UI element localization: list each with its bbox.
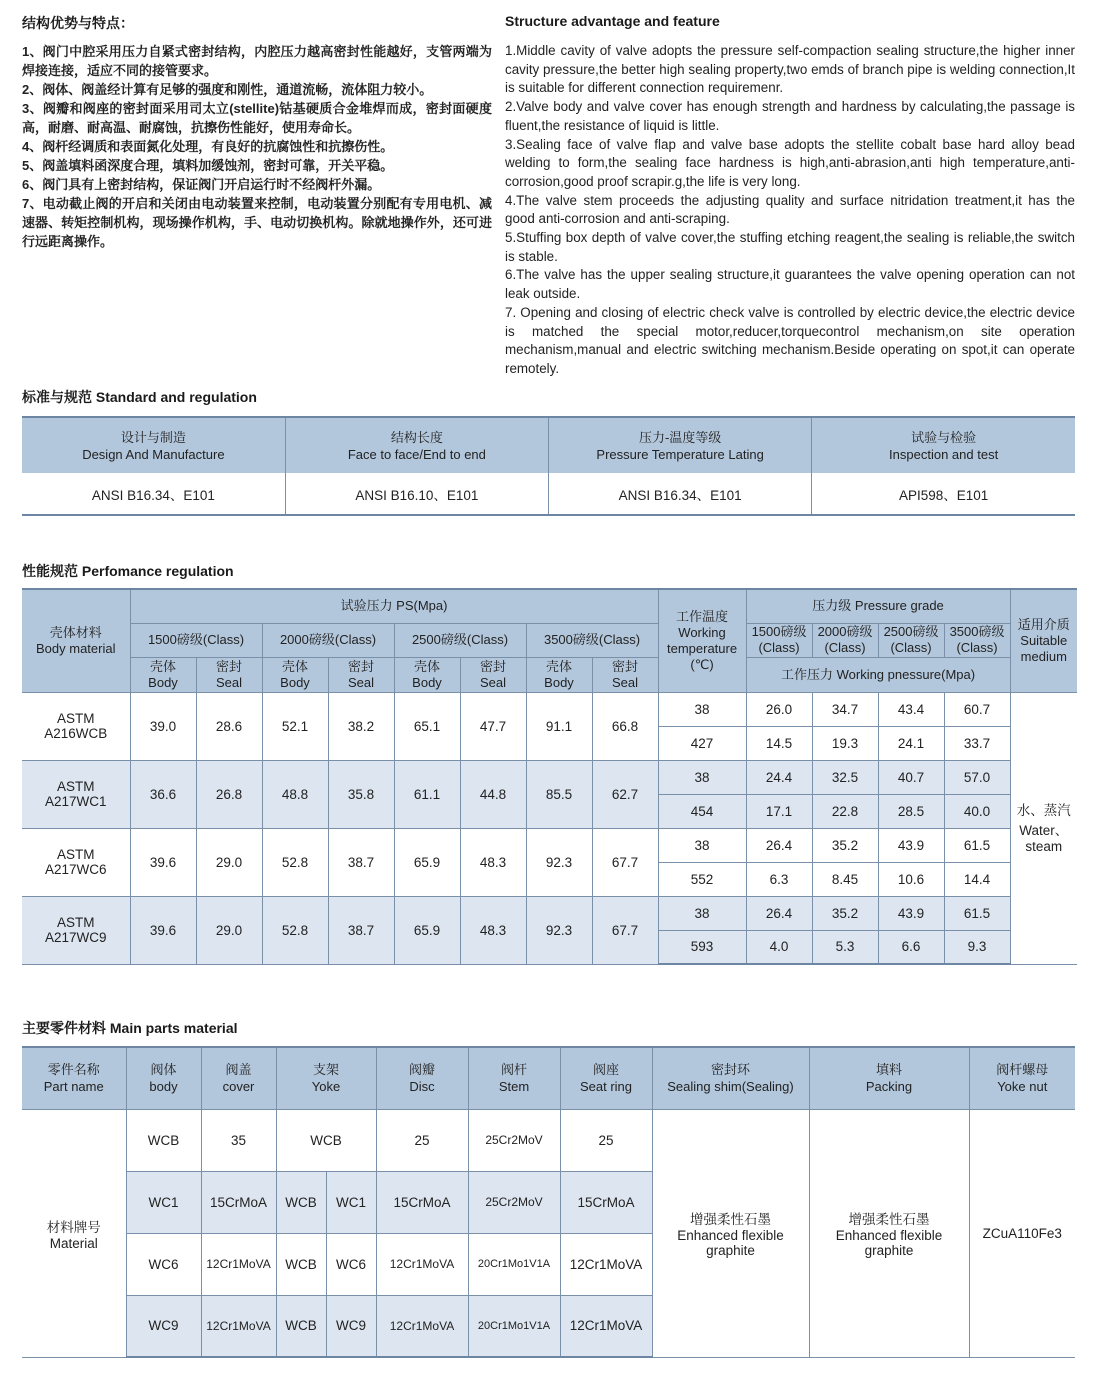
standard-title: 标准与规范 Standard and regulation [22,389,257,405]
test-value: 39.0 [130,692,196,760]
temp-value: 552 [658,862,746,896]
test-value: 26.8 [196,760,262,828]
packing-value: 增强柔性石墨 Enhanced flexible graphite [809,1109,969,1357]
part-value: 25 [376,1109,468,1171]
grade-2000-header: 2000磅级 (Class) [812,623,878,657]
wp-value: 32.5 [812,760,878,794]
wp-value: 40.0 [944,794,1010,828]
wp-value: 26.4 [746,896,812,930]
wp-value: 34.7 [812,692,878,726]
test-value: 85.5 [526,760,592,828]
test-value: 92.3 [526,896,592,964]
test-value: 48.8 [262,760,328,828]
class-2500-header: 2500磅级(Class) [394,623,526,657]
part-value: WCB [126,1109,201,1171]
test-value: 62.7 [592,760,658,828]
wp-value: 5.3 [812,930,878,964]
test-value: 29.0 [196,896,262,964]
wp-value: 14.5 [746,726,812,760]
wp-value: 10.6 [878,862,944,896]
pressure-grade-header: 压力级 Pressure grade [746,589,1010,623]
body-material-header: 壳体材料 Body material [22,589,130,692]
wp-value: 6.3 [746,862,812,896]
test-value: 35.8 [328,760,394,828]
wp-value: 61.5 [944,828,1010,862]
body-subheader: 壳体 Body [262,657,328,692]
material-label: 材料牌号 Material [22,1109,126,1357]
test-value: 44.8 [460,760,526,828]
test-value: 91.1 [526,692,592,760]
wp-value: 4.0 [746,930,812,964]
test-value: 52.8 [262,896,328,964]
body-subheader: 壳体 Body [394,657,460,692]
test-value: 67.7 [592,828,658,896]
temp-value: 38 [658,828,746,862]
std-value-inspection: API598、E101 [812,473,1075,515]
wp-value: 8.45 [812,862,878,896]
std-header-face: 结构长度 Face to face/End to end [285,417,548,473]
test-value: 65.9 [394,896,460,964]
std-header-inspection: 试验与检验 Inspection and test [812,417,1075,473]
performance-title: 性能规范 Perfomance regulation [22,563,234,579]
grade-1500-header: 1500磅级 (Class) [746,623,812,657]
parts-header-packing: 填料 Packing [809,1047,969,1109]
test-value: 67.7 [592,896,658,964]
test-value: 47.7 [460,692,526,760]
test-value: 61.1 [394,760,460,828]
part-value: WCB [276,1109,376,1171]
part-value: WC9 [326,1295,376,1357]
wp-value: 57.0 [944,760,1010,794]
part-value: 35 [201,1109,276,1171]
wp-value: 61.5 [944,896,1010,930]
temp-value: 427 [658,726,746,760]
body-subheader: 壳体 Body [526,657,592,692]
test-value: 65.9 [394,828,460,896]
parts-table [22,1046,1075,1358]
seal-subheader: 密封 Seal [460,657,526,692]
grade-2500-header: 2500磅级 (Class) [878,623,944,657]
part-value: 12Cr1MoVA [201,1295,276,1357]
std-value-design: ANSI B16.34、E101 [22,473,285,515]
standard-table [22,416,1075,516]
wp-value: 26.4 [746,828,812,862]
parts-header-name: 零件名称 Part name [22,1047,126,1109]
test-value: 29.0 [196,828,262,896]
wp-value: 19.3 [812,726,878,760]
test-value: 38.7 [328,828,394,896]
class-3500-header: 3500磅级(Class) [526,623,658,657]
sealing-value: 增强柔性石墨 Enhanced flexible graphite [652,1109,809,1357]
std-value-face: ANSI B16.10、E101 [285,473,548,515]
wp-value: 24.4 [746,760,812,794]
working-pressure-header: 工作压力 Working pnessure(Mpa) [746,657,1010,692]
medium-value: 水、蒸汽 Water、 steam [1010,692,1077,964]
working-temp-header: 工作温度 Working temperature (℃) [658,589,746,692]
structure-cn-text: 1、阀门中腔采用压力自紧式密封结构，内腔压力越高密封性能越好，支管两端为焊接连接，适应不同的接管要求。 2、阀体、阀盖经计算有足够的强度和刚性，通道流畅，流体阻力较小。 3、阀瓣和阀座的密封面采用司太立(stellite)钴基硬质合金堆焊而成，密封面硬度高，耐磨、耐高温、耐腐蚀，抗擦伤性能好，使用寿命长。 4、阀杆经调质和表面氮化处理，有良好的抗腐蚀性和抗擦伤性。 5、阀盖填料函深度合理，填料加缓蚀剂，密封可靠，开关平稳。 6、阀门具有上密封结构，保证阀门开启运行时不经阀杆外漏。 7、电动截止阀的开启和关闭由电动装置来控制，电动装置分别配有专用电机、减速器、转矩控制机构，现场操作机构，手、电动切换机构。除就地操作外，还可进行远距离操作。 [22,44,492,249]
parts-header-seat: 阀座 Seat ring [560,1047,652,1109]
test-value: 38.2 [328,692,394,760]
test-value: 48.3 [460,828,526,896]
part-value: WC6 [326,1233,376,1295]
part-value: WC1 [126,1171,201,1233]
part-value: 12Cr1MoVA [376,1233,468,1295]
part-value: WCB [276,1233,326,1295]
wp-value: 26.0 [746,692,812,726]
material-cell: ASTM A217WC6 [22,828,130,896]
test-value: 48.3 [460,896,526,964]
seal-subheader: 密封 Seal [592,657,658,692]
part-value: 15CrMoA [376,1171,468,1233]
part-value: 20Cr1Mo1V1A [468,1233,560,1295]
structure-cn-title: 结构优势与特点： [22,15,134,31]
wp-value: 17.1 [746,794,812,828]
seal-subheader: 密封 Seal [196,657,262,692]
temp-value: 38 [658,692,746,726]
wp-value: 43.4 [878,692,944,726]
test-value: 52.8 [262,828,328,896]
wp-value: 43.9 [878,828,944,862]
structure-en-title: Structure advantage and feature [505,13,720,29]
wp-value: 6.6 [878,930,944,964]
parts-header-yoke-nut: 阀杆螺母 Yoke nut [969,1047,1075,1109]
parts-header-body: 阀体 body [126,1047,201,1109]
part-value: WC6 [126,1233,201,1295]
test-value: 52.1 [262,692,328,760]
part-value: 25Cr2MoV [468,1171,560,1233]
test-pressure-header: 试验压力 PS(Mpa) [130,589,658,623]
part-value: 12Cr1MoVA [376,1295,468,1357]
yoke-nut-value: ZCuA110Fe3 [969,1109,1075,1357]
test-value: 28.6 [196,692,262,760]
parts-header-yoke: 支架 Yoke [276,1047,376,1109]
body-subheader: 壳体 Body [130,657,196,692]
parts-header-disc: 阀瓣 Disc [376,1047,468,1109]
part-value: WCB [276,1295,326,1357]
test-value: 36.6 [130,760,196,828]
wp-value: 40.7 [878,760,944,794]
parts-title: 主要零件材料 Main parts material [22,1020,238,1036]
std-value-pressure: ANSI B16.34、E101 [549,473,812,515]
wp-value: 14.4 [944,862,1010,896]
material-cell: ASTM A216WCB [22,692,130,760]
class-1500-header: 1500磅级(Class) [130,623,262,657]
part-value: 25 [560,1109,652,1171]
temp-value: 454 [658,794,746,828]
part-value: WC9 [126,1295,201,1357]
part-value: WC1 [326,1171,376,1233]
parts-header-sealing: 密封环 Sealing shim(Sealing) [652,1047,809,1109]
medium-header: 适用介质 Suitable medium [1010,589,1077,692]
part-value: 25Cr2MoV [468,1109,560,1171]
temp-value: 38 [658,760,746,794]
test-value: 65.1 [394,692,460,760]
test-value: 92.3 [526,828,592,896]
test-value: 66.8 [592,692,658,760]
part-value: 20Cr1Mo1V1A [468,1295,560,1357]
temp-value: 38 [658,896,746,930]
wp-value: 33.7 [944,726,1010,760]
wp-value: 35.2 [812,896,878,930]
parts-header-stem: 阀杆 Stem [468,1047,560,1109]
part-value: 12Cr1MoVA [560,1295,652,1357]
part-value: WCB [276,1171,326,1233]
part-value: 12Cr1MoVA [560,1233,652,1295]
temp-value: 593 [658,930,746,964]
test-value: 39.6 [130,828,196,896]
wp-value: 35.2 [812,828,878,862]
parts-header-cover: 阀盖 cover [201,1047,276,1109]
wp-value: 28.5 [878,794,944,828]
material-cell: ASTM A217WC9 [22,896,130,964]
std-header-pressure: 压力-温度等级 Pressure Temperature Lating [549,417,812,473]
wp-value: 22.8 [812,794,878,828]
performance-table [22,588,1077,965]
wp-value: 60.7 [944,692,1010,726]
test-value: 39.6 [130,896,196,964]
grade-3500-header: 3500磅级 (Class) [944,623,1010,657]
part-value: 15CrMoA [560,1171,652,1233]
wp-value: 24.1 [878,726,944,760]
part-value: 12Cr1MoVA [201,1233,276,1295]
test-value: 38.7 [328,896,394,964]
material-cell: ASTM A217WC1 [22,760,130,828]
wp-value: 9.3 [944,930,1010,964]
class-2000-header: 2000磅级(Class) [262,623,394,657]
structure-en-text: 1.Middle cavity of valve adopts the pressure self-compaction sealing structure,the higher inner cavity pressure,the better high sealing property,two emds of branch pipe is welding connection,It is suitable for different connection requiremenr. 2.Valve body and valve cover has enough strength and hardness by calculating,the passage is fluent,the resistance of liquid is little. 3.Sealing face of valve flap and valve base adopts the stellite cobalt base hard alloy bead welding to form,the sealing face hardness is high,anti-abrasion,anti high temperature,anti-corrosion,good proof scrapir.g,the life is very long. 4.The valve stem proceeds the adjusting quality and surface nitridation treatment,it has the good anti-corrosion and anti-scraping. 5.Stuffing box depth of valve cover,the stuffing etching reagent,the sealing is reliable,the switch is stable. 6.The valve has the upper sealing structure,it guarantees the valve opening operation can not leak outside. 7. Opening and closing of electric check valve is controlled by electric device,the electric device is matched the special motor,reducer,torquecontrol mechanism,on site operation mechanism,manual and electric switching mechanism.Beside operating on spot,it can operate remotely. [505,43,1075,376]
wp-value: 43.9 [878,896,944,930]
part-value: 15CrMoA [201,1171,276,1233]
seal-subheader: 密封 Seal [328,657,394,692]
std-header-design: 设计与制造 Design And Manufacture [22,417,285,473]
